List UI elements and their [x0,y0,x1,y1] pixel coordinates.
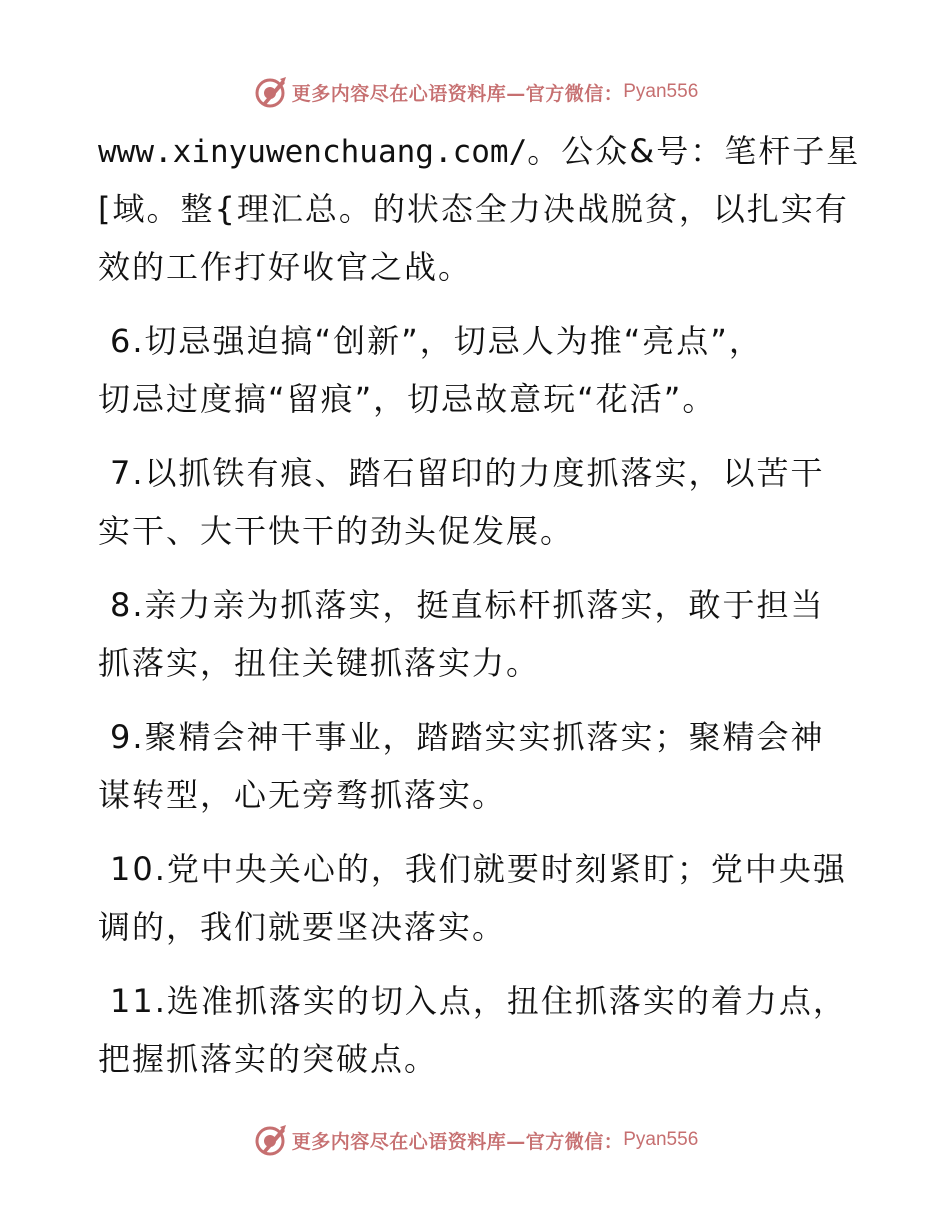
list-item-line: 切忌过度搞“留痕”，切忌故意玩“花活”。 [98,380,717,418]
intro-paragraph [98,122,861,296]
list-item-line: 11.选准抓落实的切入点，扭住抓落实的着力点， [110,982,847,1020]
document-body [98,122,861,1104]
pen-seal-icon [252,74,288,110]
website-url: www.xinyuwenchuang.com/ [98,134,528,170]
list-item-line: 谋转型，心无旁骛抓落实。 [98,776,507,814]
list-item-10 [98,840,858,956]
list-item-line: 9.聚精会神干事业，踏踏实实抓落实；聚精会神 [110,718,825,756]
list-item-6 [98,312,858,428]
list-item-line: 抓落实，扭住关键抓落实力。 [98,644,541,682]
list-item-line: 调的，我们就要坚决落实。 [98,908,507,946]
intro-line-1-rest: 。公众&号：笔杆子星 [527,132,861,170]
list-item-line: 10.党中央关心的，我们就要时刻紧盯；党中央强 [110,850,847,888]
intro-line-2: [域。整{理汇总。的状态全力决战脱贫，以扎实有 [98,190,849,228]
footer-watermark [0,1118,950,1162]
list-item-8 [98,576,858,692]
watermark-text: 更多内容尽在心语资料库—官方微信： [291,82,624,105]
header-watermark [0,70,950,114]
list-item-11 [98,972,858,1088]
watermark-text: 更多内容尽在心语资料库—官方微信： [291,1130,624,1153]
list-item-line: 6.切忌强迫搞“创新”，切忌人为推“亮点”， [110,322,763,360]
list-item-line: 把握抓落实的突破点。 [98,1040,439,1078]
pen-seal-icon [252,1122,288,1158]
watermark-wechat-id: Pyan556 [623,1129,699,1150]
list-item-line: 实干、大干快干的劲头促发展。 [98,512,575,550]
list-item-9 [98,708,858,824]
watermark-wechat-id: Pyan556 [623,81,699,102]
intro-line-3: 效的工作打好收官之战。 [98,248,473,286]
intro-line-1 [98,122,861,180]
list-item-7 [98,444,858,560]
list-item-line: 7.以抓铁有痕、踏石留印的力度抓落实，以苦干 [110,454,825,492]
list-item-line: 8.亲力亲为抓落实，挺直标杆抓落实，敢于担当 [110,586,825,624]
